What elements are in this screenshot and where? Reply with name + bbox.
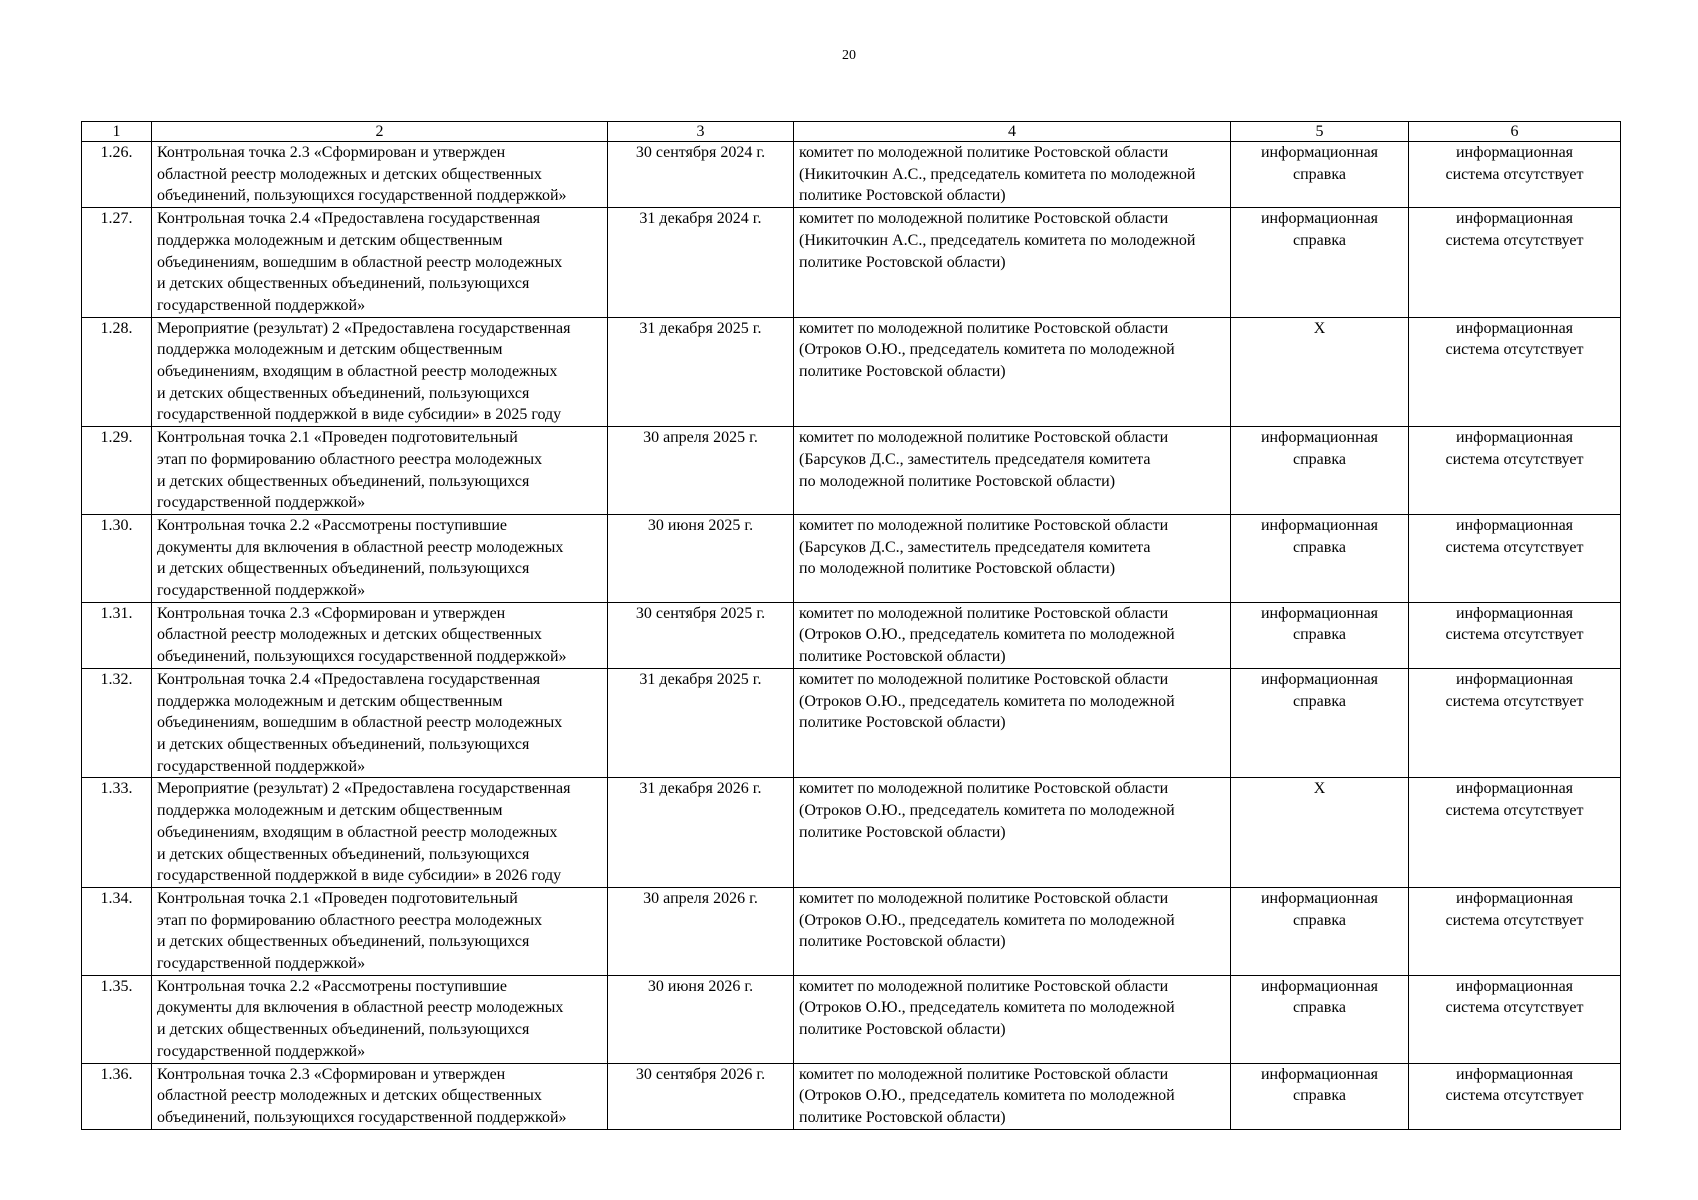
table-row bbox=[82, 427, 1621, 515]
responsible-cell: комитет по молодежной политике Ростовской области (Отроков О.Ю., председатель комитета по молодежной политике Ростовской области) bbox=[794, 602, 1231, 668]
column-header: 6 bbox=[1409, 122, 1621, 142]
info-system-cell: информационная система отсутствует bbox=[1409, 142, 1621, 208]
row-number-cell: 1.35. bbox=[82, 975, 152, 1063]
column-header: 4 bbox=[794, 122, 1231, 142]
column-header: 2 bbox=[152, 122, 608, 142]
control-points-table bbox=[81, 121, 1621, 1130]
responsible-cell: комитет по молодежной политике Ростовской области (Отроков О.Ю., председатель комитета по молодежной политике Ростовской области) bbox=[794, 668, 1231, 778]
table-row bbox=[82, 514, 1621, 602]
table-body bbox=[82, 142, 1621, 1130]
date-cell: 31 декабря 2026 г. bbox=[608, 778, 794, 888]
date-cell: 30 июня 2025 г. bbox=[608, 514, 794, 602]
responsible-cell: комитет по молодежной политике Ростовской области (Отроков О.Ю., председатель комитета по молодежной политике Ростовской области) bbox=[794, 887, 1231, 975]
row-number-cell: 1.34. bbox=[82, 887, 152, 975]
responsible-cell: комитет по молодежной политике Ростовской области (Отроков О.Ю., председатель комитета по молодежной политике Ростовской области) bbox=[794, 1063, 1231, 1129]
responsible-cell: комитет по молодежной политике Ростовской области (Никиточкин А.С., председатель комитета по молодежной политике Ростовской области) bbox=[794, 142, 1231, 208]
info-system-cell: информационная система отсутствует bbox=[1409, 514, 1621, 602]
date-cell: 30 сентября 2024 г. bbox=[608, 142, 794, 208]
event-cell: Контрольная точка 2.3 «Сформирован и утвержден областной реестр молодежных и детских общественных объединений, пользующихся государственной поддержкой» bbox=[152, 602, 608, 668]
column-header: 5 bbox=[1231, 122, 1409, 142]
date-cell: 31 декабря 2025 г. bbox=[608, 668, 794, 778]
table-row bbox=[82, 208, 1621, 318]
table-row bbox=[82, 317, 1621, 427]
table-row bbox=[82, 778, 1621, 888]
date-cell: 30 сентября 2025 г. bbox=[608, 602, 794, 668]
info-system-cell: информационная система отсутствует bbox=[1409, 602, 1621, 668]
page-number: 20 bbox=[842, 48, 856, 63]
event-cell: Контрольная точка 2.2 «Рассмотрены поступившие документы для включения в областной реестр молодежных и детских общественных объединений, пользующихся государственной поддержкой» bbox=[152, 975, 608, 1063]
event-cell: Мероприятие (результат) 2 «Предоставлена государственная поддержка молодежным и детским общественным объединениям, входящим в областной реестр молодежных и детских общественных объединений, пользующихся государственной поддержкой в виде субсидии» в 2025 году bbox=[152, 317, 608, 427]
row-number-cell: 1.30. bbox=[82, 514, 152, 602]
row-number-cell: 1.27. bbox=[82, 208, 152, 318]
responsible-cell: комитет по молодежной политике Ростовской области (Никиточкин А.С., председатель комитета по молодежной политике Ростовской области) bbox=[794, 208, 1231, 318]
date-cell: 31 декабря 2025 г. bbox=[608, 317, 794, 427]
responsible-cell: комитет по молодежной политике Ростовской области (Барсуков Д.С., заместитель председателя комитета по молодежной политике Ростовской области) bbox=[794, 427, 1231, 515]
event-cell: Контрольная точка 2.1 «Проведен подготовительный этап по формированию областного реестра молодежных и детских общественных объединений, пользующихся государственной поддержкой» bbox=[152, 427, 608, 515]
event-cell: Контрольная точка 2.3 «Сформирован и утвержден областной реестр молодежных и детских общественных объединений, пользующихся государственной поддержкой» bbox=[152, 1063, 608, 1129]
column-header: 1 bbox=[82, 122, 152, 142]
date-cell: 31 декабря 2024 г. bbox=[608, 208, 794, 318]
document-type-cell: информационная справка bbox=[1231, 142, 1409, 208]
row-number-cell: 1.29. bbox=[82, 427, 152, 515]
event-cell: Контрольная точка 2.3 «Сформирован и утвержден областной реестр молодежных и детских общественных объединений, пользующихся государственной поддержкой» bbox=[152, 142, 608, 208]
table-row bbox=[82, 887, 1621, 975]
responsible-cell: комитет по молодежной политике Ростовской области (Отроков О.Ю., председатель комитета по молодежной политике Ростовской области) bbox=[794, 317, 1231, 427]
date-cell: 30 апреля 2025 г. bbox=[608, 427, 794, 515]
date-cell: 30 июня 2026 г. bbox=[608, 975, 794, 1063]
event-cell: Контрольная точка 2.2 «Рассмотрены поступившие документы для включения в областной реестр молодежных и детских общественных объединений, пользующихся государственной поддержкой» bbox=[152, 514, 608, 602]
row-number-cell: 1.33. bbox=[82, 778, 152, 888]
table-row bbox=[82, 668, 1621, 778]
responsible-cell: комитет по молодежной политике Ростовской области (Барсуков Д.С., заместитель председателя комитета по молодежной политике Ростовской области) bbox=[794, 514, 1231, 602]
document-type-cell: X bbox=[1231, 778, 1409, 888]
row-number-cell: 1.31. bbox=[82, 602, 152, 668]
info-system-cell: информационная система отсутствует bbox=[1409, 975, 1621, 1063]
row-number-cell: 1.32. bbox=[82, 668, 152, 778]
info-system-cell: информационная система отсутствует bbox=[1409, 668, 1621, 778]
date-cell: 30 апреля 2026 г. bbox=[608, 887, 794, 975]
table-row bbox=[82, 142, 1621, 208]
document-type-cell: информационная справка bbox=[1231, 887, 1409, 975]
responsible-cell: комитет по молодежной политике Ростовской области (Отроков О.Ю., председатель комитета по молодежной политике Ростовской области) bbox=[794, 975, 1231, 1063]
document-type-cell: информационная справка bbox=[1231, 602, 1409, 668]
event-cell: Контрольная точка 2.4 «Предоставлена государственная поддержка молодежным и детским общественным объединениям, вошедшим в областной реестр молодежных и детских общественных объединений, пользующихся государственной поддержкой» bbox=[152, 668, 608, 778]
table-row bbox=[82, 1063, 1621, 1129]
row-number-cell: 1.36. bbox=[82, 1063, 152, 1129]
info-system-cell: информационная система отсутствует bbox=[1409, 887, 1621, 975]
document-type-cell: информационная справка bbox=[1231, 427, 1409, 515]
row-number-cell: 1.28. bbox=[82, 317, 152, 427]
row-number-cell: 1.26. bbox=[82, 142, 152, 208]
info-system-cell: информационная система отсутствует bbox=[1409, 778, 1621, 888]
info-system-cell: информационная система отсутствует bbox=[1409, 208, 1621, 318]
document-type-cell: информационная справка bbox=[1231, 668, 1409, 778]
event-cell: Контрольная точка 2.1 «Проведен подготовительный этап по формированию областного реестра молодежных и детских общественных объединений, пользующихся государственной поддержкой» bbox=[152, 887, 608, 975]
document-type-cell: информационная справка bbox=[1231, 208, 1409, 318]
event-cell: Мероприятие (результат) 2 «Предоставлена государственная поддержка молодежным и детским общественным объединениям, входящим в областной реестр молодежных и детских общественных объединений, пользующихся государственной поддержкой в виде субсидии» в 2026 году bbox=[152, 778, 608, 888]
date-cell: 30 сентября 2026 г. bbox=[608, 1063, 794, 1129]
header-row bbox=[82, 122, 1621, 142]
responsible-cell: комитет по молодежной политике Ростовской области (Отроков О.Ю., председатель комитета по молодежной политике Ростовской области) bbox=[794, 778, 1231, 888]
document-type-cell: информационная справка bbox=[1231, 514, 1409, 602]
document-type-cell: информационная справка bbox=[1231, 1063, 1409, 1129]
event-cell: Контрольная точка 2.4 «Предоставлена государственная поддержка молодежным и детским общественным объединениям, вошедшим в областной реестр молодежных и детских общественных объединений, пользующихся государственной поддержкой» bbox=[152, 208, 608, 318]
info-system-cell: информационная система отсутствует bbox=[1409, 1063, 1621, 1129]
info-system-cell: информационная система отсутствует bbox=[1409, 427, 1621, 515]
column-header: 3 bbox=[608, 122, 794, 142]
table-row bbox=[82, 975, 1621, 1063]
table-row bbox=[82, 602, 1621, 668]
info-system-cell: информационная система отсутствует bbox=[1409, 317, 1621, 427]
document-type-cell: X bbox=[1231, 317, 1409, 427]
document-type-cell: информационная справка bbox=[1231, 975, 1409, 1063]
